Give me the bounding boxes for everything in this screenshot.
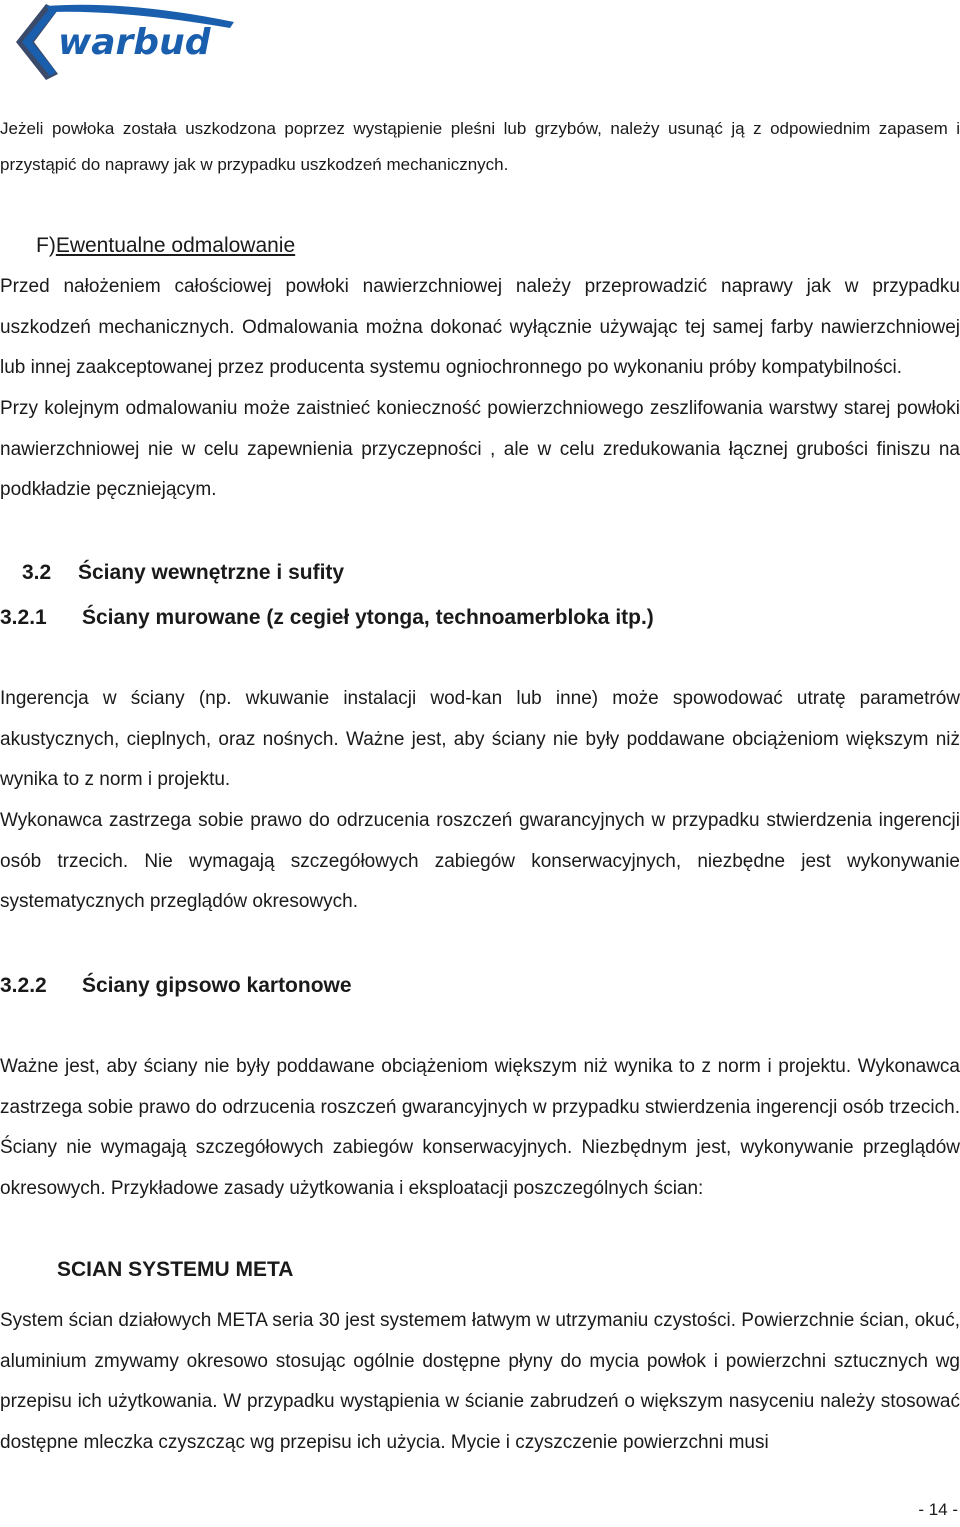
section-f-paragraph-2: Przy kolejnym odmalowaniu może zaistnieć konieczność powierzchniowego zeszlifowania warstwy starej powłoki nawierzchniowej nie w celu zapewnienia przyczepności , ale w celu zredukowania łącznej grubości finiszu na podkładzie pęczniejącym. xyxy=(0,398,960,501)
page-number: - 14 - xyxy=(918,1500,958,1519)
section-3-2-2-title: Ściany gipsowo kartonowe xyxy=(82,974,352,997)
section-3-2-2-paragraph: Ważne jest, aby ściany nie były poddawane obciążeniom większym niż wynika to z norm i projektu. Wykonawca zastrzega sobie prawo do odrzucenia roszczeń gwarancyjnych w przypadku stwierdzenia ingerencji osób trzecich. Ściany nie wymagają szczegółowych zabiegów konserwacyjnych. Niezbędnym jest, wykonywanie przeglądów okresowych. Przykładowe zasady użytkowania i eksploatacji poszczególnych ścian: xyxy=(0,1056,960,1199)
section-f-heading xyxy=(36,228,295,264)
section-3-2-title: Ściany wewnętrzne i sufity xyxy=(78,561,345,584)
section-f-paragraph-1: Przed nałożeniem całościowej powłoki nawierzchniowej należy przeprowadzić naprawy jak w przypadku uszkodzeń mechanicznych. Odmalowania można dokonać wyłącznie używając tej samej farby nawierzchniowej lub innej zaakceptowanej przez producenta systemu ogniochronnego po wykonaniu próby kompatybilności. xyxy=(0,276,960,379)
section-3-2-1-heading xyxy=(0,600,654,636)
warbud-logo xyxy=(6,2,242,82)
section-3-2-heading xyxy=(22,555,344,591)
section-f-title: Ewentualne odmalowanie xyxy=(55,234,296,257)
meta-heading: SCIAN SYSTEMU META xyxy=(57,1258,294,1281)
section-3-2-1-title: Ściany murowane (z cegieł ytonga, technoamerbloka itp.) xyxy=(82,606,654,629)
meta-paragraph: System ścian działowych META seria 30 jest systemem łatwym w utrzymaniu czystości. Powierzchnie ścian, okuć, aluminium zmywamy okresowo stosując ogólnie dostępne płyny do mycia powłok i powierzchni sztucznych wg przepisu ich użytkowania. W przypadku wystąpienia w ścianie zabrudzeń o większym nasyceniu należy stosować dostępne mleczka czyszcząc wg przepisu ich użycia. Mycie i czyszczenie powierzchni musi xyxy=(0,1310,960,1453)
section-3-2-number: 3.2 xyxy=(22,561,52,584)
section-3-2-2-heading xyxy=(0,968,352,1004)
section-3-2-1-paragraph-1: Ingerencja w ściany (np. wkuwanie instalacji wod-kan lub inne) może spowodować utratę parametrów akustycznych, cieplnych, oraz nośnych. Ważne jest, aby ściany nie były poddawane obciążeniom większym niż wynika to z norm i projektu. xyxy=(0,688,960,791)
section-f-label: F) xyxy=(36,234,56,257)
logo-graphic xyxy=(6,2,242,82)
section-3-2-1-number: 3.2.1 xyxy=(0,606,47,629)
section-3-2-2-number: 3.2.2 xyxy=(0,974,47,997)
section-3-2-1-paragraph-2: Wykonawca zastrzega sobie prawo do odrzucenia roszczeń gwarancyjnych w przypadku stwierdzenia ingerencji osób trzecich. Nie wymagają szczegółowych zabiegów konserwacyjnych, niezbędne jest wykonywanie systematycznych przeglądów okresowych. xyxy=(0,810,960,913)
logo-text: warbud xyxy=(58,22,211,63)
intro-paragraph: Jeżeli powłoka została uszkodzona poprzez wystąpienie pleśni lub grzybów, należy usunąć ją z odpowiednim zapasem i przystąpić do naprawy jak w przypadku uszkodzeń mechanicznych. xyxy=(0,119,960,174)
